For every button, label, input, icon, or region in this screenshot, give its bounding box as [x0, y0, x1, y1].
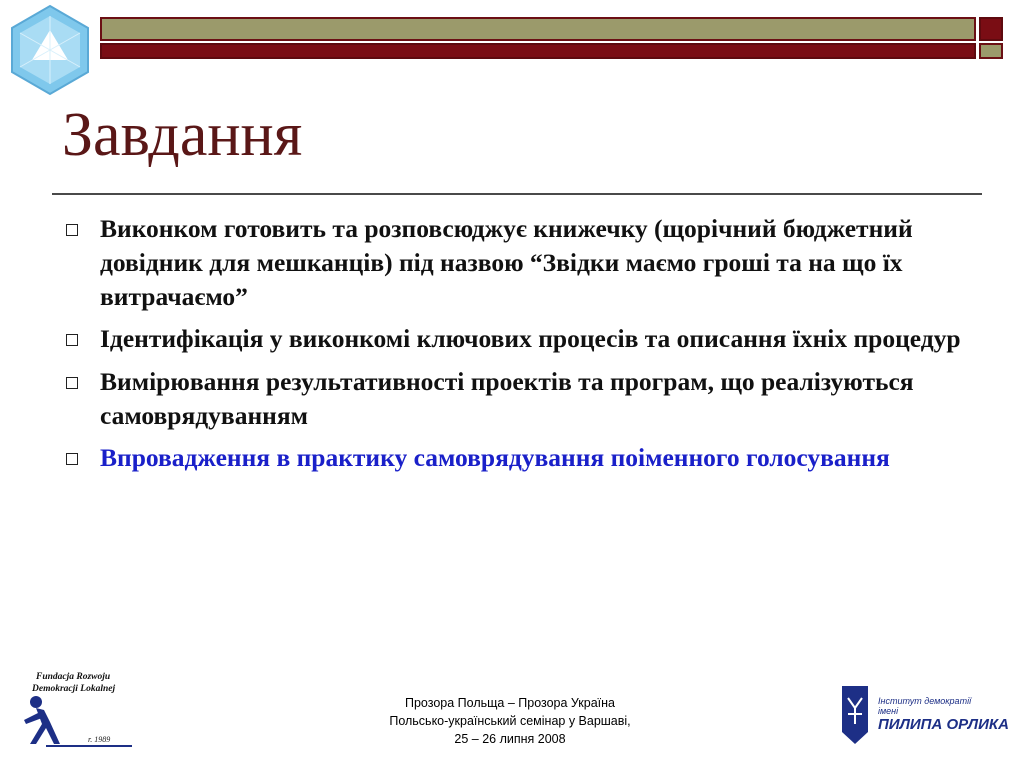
footer-caption	[330, 694, 690, 748]
header-corner-square-top	[979, 17, 1003, 41]
footer-line-2: Польсько-український семінар у Варшаві,	[389, 714, 631, 728]
header-corner-square-bottom	[979, 43, 1003, 59]
hexagon-crystal-icon	[8, 4, 92, 96]
footer-line-1: Прозора Польща – Прозора Україна	[404, 696, 616, 710]
bullet-list	[66, 212, 966, 483]
fundacja-logo-underline	[46, 745, 132, 747]
bullet-item	[66, 322, 966, 356]
fundacja-logo-line1: Fundacja Rozwoju	[36, 672, 111, 682]
bullet-text: Вимірювання результативності проектів та програм, що реалізуються самоврядуванням	[100, 366, 914, 430]
bullet-item-highlighted	[66, 441, 966, 475]
header-bar-olive	[100, 17, 976, 41]
running-figure-icon	[22, 694, 66, 746]
title-divider	[52, 193, 982, 195]
square-bullet-icon	[66, 453, 78, 465]
footer-line-3: 25 – 26 липня 2008	[454, 732, 566, 746]
bullet-item	[66, 365, 966, 433]
square-bullet-icon	[66, 377, 78, 389]
bullet-item	[66, 212, 966, 314]
square-bullet-icon	[66, 334, 78, 346]
bullet-text: Виконком готовить та розповсюджує книжечку (щорічний бюджетний довідник для мешканців) під назвою “Звідки маємо гроші та на що їх витрачаємо”	[100, 214, 913, 312]
slide-title: Завдання	[62, 101, 303, 169]
fundacja-logo-year: r. 1989	[88, 735, 111, 744]
fundacja-logo	[18, 670, 118, 750]
fundacja-logo-line2: Demokracji Lokalnej	[32, 684, 116, 694]
institute-emblem-icon	[840, 684, 870, 746]
square-bullet-icon	[66, 224, 78, 236]
bullet-text: Ідентифікація у виконкомі ключових процесів та описання їхніх процедур	[100, 324, 961, 354]
institute-logo	[840, 680, 1009, 750]
bullet-text: Впровадження в практику самоврядування поіменного голосування	[100, 442, 890, 472]
header-bar-maroon	[100, 43, 976, 59]
institute-logo-line1: Інститут демократії імені	[878, 696, 972, 716]
institute-logo-name: ПИЛИПА ОРЛИКА	[878, 716, 1009, 733]
